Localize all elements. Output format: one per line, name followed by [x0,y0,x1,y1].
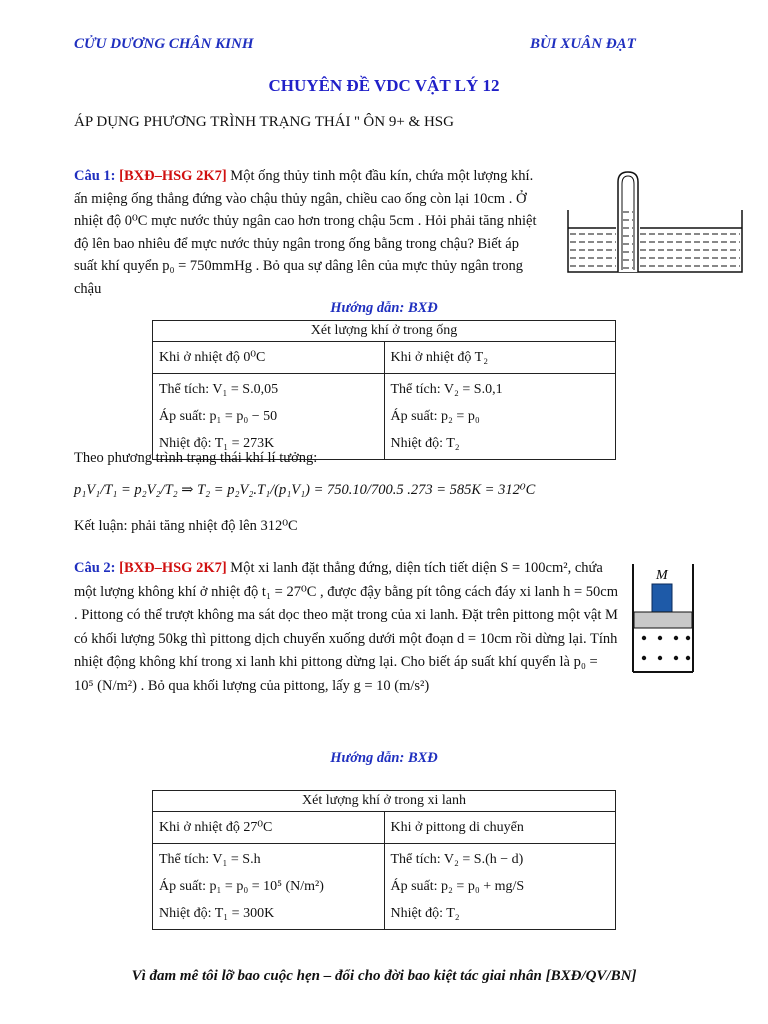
mercury-lines [570,212,740,268]
page-subtitle: ÁP DỤNG PHƯƠNG TRÌNH TRẠNG THÁI '' ÔN 9+ & HSG [74,114,454,130]
q2-tag: [BXĐ–HSG 2K7] [119,560,227,576]
q2-guide: Hướng dẫn: BXĐ [330,750,438,766]
q2-col1-pressure: Áp suất: p₁ = p₀ = 10⁵ (N/m²) [159,879,324,894]
q1-conclusion: Kết luận: phải tăng nhiệt độ lên 312⁰C [74,518,298,534]
q2-col1-head: Khi ở nhiệt độ 27⁰C [153,812,385,844]
q2-col2-pressure: Áp suất: p₂ = p₀ + mg/S [390,879,525,894]
q1-col1-temperature: Nhiệt độ: T₁ = 273K [159,436,275,451]
gas-particles [642,636,690,660]
piston [634,612,692,628]
q1-col2-volume: Thể tích: V₂ = S.0,1 [390,382,503,397]
q2-paragraph [74,557,619,698]
q1-col1-volume: Thể tích: V₁ = S.0,05 [159,382,279,397]
q2-col2-volume: Thể tích: V₂ = S.(h − d) [390,852,524,867]
q1-guide: Hướng dẫn: BXĐ [330,300,438,316]
q1-col1-pressure: Áp suất: p₁ = p₀ − 50 [159,409,278,424]
q2-text: Một xi lanh đặt thẳng đứng, diện tích tiết diện S = 100cm², chứa một lượng không khí ở nhiệt độ t₁ = 27⁰C , được đậy bằng pít tông cách đáy xi lanh h = 50cm . Pittong có thể trượt không ma sát dọc theo mặt trong của xi lanh. Đặt trên pittong một vật M có khối lượng 50kg thì pittong dịch chuyển xuống dưới một đoạn d = 10cm rồi dừng lại. Tính nhiệt động không khí trong xi lanh khi pittong dừng lại. Cho biết áp suất khí quyển là p₀ = 10⁵ (N/m²) . Bỏ qua khối lượng của pittong, lấy g = 10 (m/s²) [74,560,618,694]
header-left: CỬU DƯƠNG CHÂN KINH [74,36,254,52]
q1-col2-head: Khi ở nhiệt độ T₂ [384,342,616,374]
q1-paragraph [74,165,544,300]
mass-label: M [656,568,668,583]
mass-block [652,584,672,612]
glass-tube [618,172,638,272]
q2-col2-temperature: Nhiệt độ: T₂ [390,906,460,921]
q1-col2-body [384,374,616,460]
page-footer: Vì đam mê tôi lỡ bao cuộc hẹn – đổi cho đời bao kiệt tác giai nhân [BXĐ/QV/BN] [131,968,637,984]
q1-solution-intro: Theo phương trình trạng thái khí lí tưởng: [74,450,318,466]
cylinder-figure [630,562,696,674]
q1-tag: [BXĐ–HSG 2K7] [119,168,227,184]
page-title: CHUYÊN ĐỀ VDC VẬT LÝ 12 [268,76,500,95]
q1-text: Một ống thủy tinh một đầu kín, chứa một lượng khí. ấn miệng ống thẳng đứng vào chậu thủy ngân, chiều cao ống còn lại 10cm . Ở nhiệt độ 0⁰C mực nước thủy ngân cao hơn trong chậu 5cm . Hỏi phải tăng nhiệt độ lên bao nhiêu để mực nước thủy ngân trong ống bằng trong chậu? Biết áp suất khí quyển p₀ = 750mmHg . Bỏ qua sự dâng lên của mực thủy ngân trong chậu [74,168,537,297]
tube-basin-figure [566,170,746,280]
q1-col2-pressure: Áp suất: p₂ = p₀ [390,409,480,424]
q1-col1-body [153,374,385,460]
q2-col2-body [384,844,616,930]
q2-col2-head: Khi ở pittong di chuyển [384,812,616,844]
q1-label: Câu 1: [74,168,116,184]
q2-label: Câu 2: [74,560,116,576]
q2-col1-volume: Thể tích: V₁ = S.h [159,852,261,867]
q2-table-caption: Xét lượng khí ở trong xi lanh [153,791,616,812]
q1-col1-head: Khi ở nhiệt độ 0⁰C [153,342,385,374]
q2-table [152,790,616,930]
q1-table-caption: Xét lượng khí ở trong ống [153,321,616,342]
header-right: BÙI XUÂN ĐẠT [530,36,636,52]
q1-col2-temperature: Nhiệt độ: T₂ [390,436,460,451]
q2-col1-temperature: Nhiệt độ: T₁ = 300K [159,906,275,921]
q1-table [152,320,616,460]
basin-outline [568,210,742,272]
q2-col1-body [153,844,385,930]
q1-equation: p₁V₁/T₁ = p₂V₂/T₂ ⇒ T₂ = p₂V₂.T₁/(p₁V₁) = 750.10/700.5 .273 = 585K = 312⁰C [74,482,536,498]
